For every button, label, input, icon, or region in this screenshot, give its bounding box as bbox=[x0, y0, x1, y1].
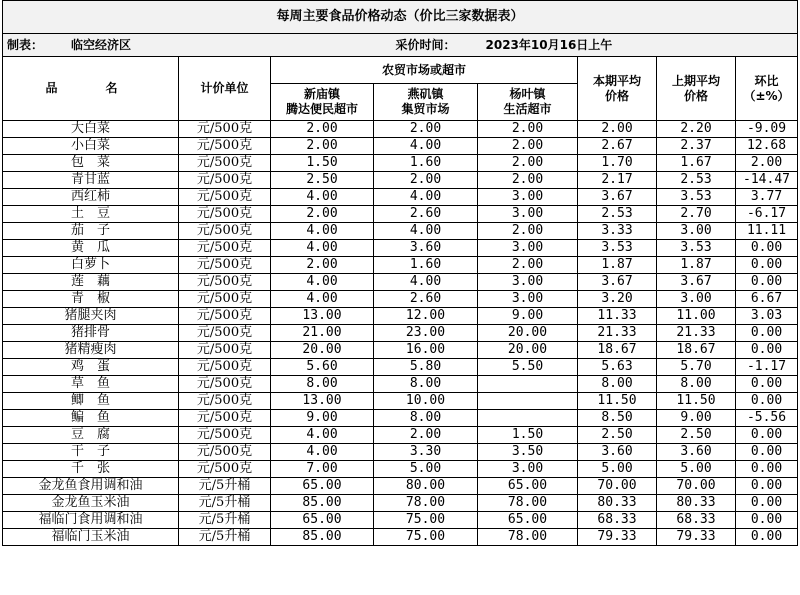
last-avg-price: 3.67 bbox=[657, 274, 736, 291]
maker-cell bbox=[3, 34, 179, 57]
store-1-price: 9.00 bbox=[271, 410, 374, 427]
table-row bbox=[3, 155, 798, 172]
store-2-price: 4.00 bbox=[374, 274, 478, 291]
unit-cell: 元/500克 bbox=[179, 172, 271, 189]
last-avg-price: 70.00 bbox=[657, 478, 736, 495]
store-1-price: 2.00 bbox=[271, 206, 374, 223]
current-avg-price: 5.63 bbox=[578, 359, 657, 376]
item-name: 猪排骨 bbox=[3, 325, 179, 342]
change-percent: -9.09 bbox=[736, 121, 798, 138]
store-3-price: 3.00 bbox=[478, 240, 578, 257]
store-3-price: 2.00 bbox=[478, 155, 578, 172]
current-avg-price: 3.67 bbox=[578, 274, 657, 291]
last-avg-price: 2.20 bbox=[657, 121, 736, 138]
header-store-3 bbox=[478, 84, 578, 121]
title-row bbox=[3, 1, 798, 34]
store-1-price: 21.00 bbox=[271, 325, 374, 342]
header-current-avg bbox=[578, 57, 657, 121]
unit-cell: 元/500克 bbox=[179, 240, 271, 257]
store-2-price: 78.00 bbox=[374, 495, 478, 512]
item-name: 金龙鱼玉米油 bbox=[3, 495, 179, 512]
store-1-price: 13.00 bbox=[271, 393, 374, 410]
current-avg-price: 1.87 bbox=[578, 257, 657, 274]
current-avg-price: 2.50 bbox=[578, 427, 657, 444]
change-percent: 0.00 bbox=[736, 376, 798, 393]
change-percent: 0.00 bbox=[736, 478, 798, 495]
unit-cell: 元/500克 bbox=[179, 376, 271, 393]
store-3-price: 2.00 bbox=[478, 172, 578, 189]
last-avg-price: 3.00 bbox=[657, 223, 736, 240]
store-1-price: 85.00 bbox=[271, 495, 374, 512]
store-3-price bbox=[478, 410, 578, 427]
last-avg-price: 5.70 bbox=[657, 359, 736, 376]
change-percent: 3.03 bbox=[736, 308, 798, 325]
item-name: 西红柿 bbox=[3, 189, 179, 206]
table-row bbox=[3, 359, 798, 376]
header-store-2 bbox=[374, 84, 478, 121]
unit-cell: 元/500克 bbox=[179, 223, 271, 240]
change-percent: 3.77 bbox=[736, 189, 798, 206]
current-avg-price: 2.00 bbox=[578, 121, 657, 138]
table-row bbox=[3, 121, 798, 138]
unit-cell: 元/500克 bbox=[179, 359, 271, 376]
current-avg-price: 80.33 bbox=[578, 495, 657, 512]
unit-cell: 元/500克 bbox=[179, 121, 271, 138]
table-row bbox=[3, 189, 798, 206]
change-percent: 0.00 bbox=[736, 274, 798, 291]
change-percent: 0.00 bbox=[736, 240, 798, 257]
store-1-price: 2.00 bbox=[271, 121, 374, 138]
current-avg-price: 8.50 bbox=[578, 410, 657, 427]
unit-cell: 元/500克 bbox=[179, 410, 271, 427]
store-2-price: 75.00 bbox=[374, 529, 478, 546]
store-3-price: 3.00 bbox=[478, 461, 578, 478]
store-2-price: 10.00 bbox=[374, 393, 478, 410]
store-2-price: 1.60 bbox=[374, 155, 478, 172]
header-market-group: 农贸市场或超市 bbox=[271, 57, 578, 84]
store-3-price: 20.00 bbox=[478, 325, 578, 342]
table-title: 每周主要食品价格动态（价比三家数据表） bbox=[3, 1, 798, 34]
last-avg-price: 5.00 bbox=[657, 461, 736, 478]
current-avg-price: 2.67 bbox=[578, 138, 657, 155]
last-avg-price: 11.50 bbox=[657, 393, 736, 410]
store-1-price: 4.00 bbox=[271, 240, 374, 257]
store-2-price: 16.00 bbox=[374, 342, 478, 359]
unit-cell: 元/500克 bbox=[179, 342, 271, 359]
table-row bbox=[3, 206, 798, 223]
store-1-price: 2.00 bbox=[271, 138, 374, 155]
table-row bbox=[3, 138, 798, 155]
last-avg-price: 2.37 bbox=[657, 138, 736, 155]
item-name: 鳊 鱼 bbox=[3, 410, 179, 427]
last-avg-price: 9.00 bbox=[657, 410, 736, 427]
last-avg-price: 11.00 bbox=[657, 308, 736, 325]
item-name: 莲 藕 bbox=[3, 274, 179, 291]
table-row bbox=[3, 410, 798, 427]
last-avg-price: 68.33 bbox=[657, 512, 736, 529]
store-1-price: 65.00 bbox=[271, 478, 374, 495]
current-avg-price: 5.00 bbox=[578, 461, 657, 478]
store-3-price: 9.00 bbox=[478, 308, 578, 325]
table-row bbox=[3, 240, 798, 257]
item-name: 豆 腐 bbox=[3, 427, 179, 444]
current-avg-price: 18.67 bbox=[578, 342, 657, 359]
header-store-3-line1: 杨叶镇 bbox=[509, 87, 546, 101]
last-avg-price: 2.53 bbox=[657, 172, 736, 189]
item-name: 福临门食用调和油 bbox=[3, 512, 179, 529]
table-row bbox=[3, 393, 798, 410]
store-1-price: 2.50 bbox=[271, 172, 374, 189]
header-name: 品 名 bbox=[3, 57, 179, 121]
table-row bbox=[3, 529, 798, 546]
change-percent: 0.00 bbox=[736, 427, 798, 444]
table-row bbox=[3, 172, 798, 189]
unit-cell: 元/500克 bbox=[179, 257, 271, 274]
store-2-price: 12.00 bbox=[374, 308, 478, 325]
store-1-price: 20.00 bbox=[271, 342, 374, 359]
unit-cell: 元/5升桶 bbox=[179, 512, 271, 529]
last-avg-price: 2.50 bbox=[657, 427, 736, 444]
store-3-price: 20.00 bbox=[478, 342, 578, 359]
item-name: 黄 瓜 bbox=[3, 240, 179, 257]
store-1-price: 2.00 bbox=[271, 257, 374, 274]
change-percent: -14.47 bbox=[736, 172, 798, 189]
change-percent: -5.56 bbox=[736, 410, 798, 427]
current-avg-price: 3.20 bbox=[578, 291, 657, 308]
store-3-price: 3.00 bbox=[478, 206, 578, 223]
item-name: 干 子 bbox=[3, 444, 179, 461]
unit-cell: 元/500克 bbox=[179, 308, 271, 325]
current-avg-price: 68.33 bbox=[578, 512, 657, 529]
table-row bbox=[3, 427, 798, 444]
store-2-price: 5.00 bbox=[374, 461, 478, 478]
last-avg-price: 1.67 bbox=[657, 155, 736, 172]
table-row bbox=[3, 461, 798, 478]
store-1-price: 65.00 bbox=[271, 512, 374, 529]
store-2-price: 2.00 bbox=[374, 427, 478, 444]
table-row bbox=[3, 342, 798, 359]
current-avg-price: 3.60 bbox=[578, 444, 657, 461]
store-2-price: 2.60 bbox=[374, 206, 478, 223]
header-store-2-line1: 燕矶镇 bbox=[407, 87, 444, 101]
store-3-price: 1.50 bbox=[478, 427, 578, 444]
table-row bbox=[3, 325, 798, 342]
item-name: 茄 子 bbox=[3, 223, 179, 240]
store-1-price: 4.00 bbox=[271, 291, 374, 308]
header-unit: 计价单位 bbox=[179, 57, 271, 121]
unit-cell: 元/5升桶 bbox=[179, 495, 271, 512]
table-row bbox=[3, 444, 798, 461]
unit-cell: 元/500克 bbox=[179, 206, 271, 223]
change-percent: 0.00 bbox=[736, 325, 798, 342]
table-row bbox=[3, 274, 798, 291]
store-3-price: 78.00 bbox=[478, 529, 578, 546]
current-avg-price: 70.00 bbox=[578, 478, 657, 495]
header-current-avg-line1: 本期平均 bbox=[592, 73, 641, 88]
change-percent: 2.00 bbox=[736, 155, 798, 172]
current-avg-price: 11.50 bbox=[578, 393, 657, 410]
store-2-price: 5.80 bbox=[374, 359, 478, 376]
last-avg-price: 3.60 bbox=[657, 444, 736, 461]
item-name: 青 椒 bbox=[3, 291, 179, 308]
meta-row bbox=[3, 34, 798, 57]
store-3-price bbox=[478, 393, 578, 410]
store-2-price: 4.00 bbox=[374, 189, 478, 206]
table-row bbox=[3, 495, 798, 512]
meta-empty-1 bbox=[179, 34, 271, 57]
change-percent: 0.00 bbox=[736, 393, 798, 410]
store-3-price: 2.00 bbox=[478, 121, 578, 138]
unit-cell: 元/500克 bbox=[179, 461, 271, 478]
unit-cell: 元/500克 bbox=[179, 274, 271, 291]
store-1-price: 4.00 bbox=[271, 223, 374, 240]
header-change bbox=[736, 57, 798, 121]
header-last-avg bbox=[657, 57, 736, 121]
store-3-price: 78.00 bbox=[478, 495, 578, 512]
last-avg-price: 21.33 bbox=[657, 325, 736, 342]
item-name: 土 豆 bbox=[3, 206, 179, 223]
last-avg-price: 3.53 bbox=[657, 240, 736, 257]
store-2-price: 75.00 bbox=[374, 512, 478, 529]
item-name: 小白菜 bbox=[3, 138, 179, 155]
store-1-price: 4.00 bbox=[271, 427, 374, 444]
unit-cell: 元/500克 bbox=[179, 444, 271, 461]
store-3-price: 65.00 bbox=[478, 478, 578, 495]
header-store-2-line2: 集贸市场 bbox=[401, 102, 450, 116]
header-store-1 bbox=[271, 84, 374, 121]
store-1-price: 1.50 bbox=[271, 155, 374, 172]
current-avg-price: 3.53 bbox=[578, 240, 657, 257]
unit-cell: 元/500克 bbox=[179, 393, 271, 410]
last-avg-price: 2.70 bbox=[657, 206, 736, 223]
store-2-price: 3.30 bbox=[374, 444, 478, 461]
table-row bbox=[3, 308, 798, 325]
current-avg-price: 3.67 bbox=[578, 189, 657, 206]
store-1-price: 4.00 bbox=[271, 189, 374, 206]
time-value: 2023年10月16日上午 bbox=[478, 34, 736, 57]
last-avg-price: 1.87 bbox=[657, 257, 736, 274]
change-percent: 12.68 bbox=[736, 138, 798, 155]
store-2-price: 80.00 bbox=[374, 478, 478, 495]
last-avg-price: 3.00 bbox=[657, 291, 736, 308]
last-avg-price: 3.53 bbox=[657, 189, 736, 206]
item-name: 金龙鱼食用调和油 bbox=[3, 478, 179, 495]
current-avg-price: 79.33 bbox=[578, 529, 657, 546]
last-avg-price: 18.67 bbox=[657, 342, 736, 359]
header-change-line1: 环比 bbox=[754, 73, 779, 88]
header-store-1-line1: 新庙镇 bbox=[303, 87, 340, 101]
item-name: 包 菜 bbox=[3, 155, 179, 172]
change-percent: -6.17 bbox=[736, 206, 798, 223]
change-percent: -1.17 bbox=[736, 359, 798, 376]
current-avg-price: 3.33 bbox=[578, 223, 657, 240]
unit-cell: 元/500克 bbox=[179, 189, 271, 206]
store-2-price: 8.00 bbox=[374, 376, 478, 393]
store-1-price: 85.00 bbox=[271, 529, 374, 546]
header-current-avg-line2: 价格 bbox=[604, 88, 629, 103]
store-3-price: 2.00 bbox=[478, 257, 578, 274]
price-table bbox=[2, 0, 798, 546]
unit-cell: 元/500克 bbox=[179, 291, 271, 308]
store-3-price: 2.00 bbox=[478, 223, 578, 240]
store-2-price: 2.00 bbox=[374, 121, 478, 138]
change-percent: 0.00 bbox=[736, 342, 798, 359]
change-percent: 0.00 bbox=[736, 461, 798, 478]
header-last-avg-line2: 价格 bbox=[683, 88, 708, 103]
unit-cell: 元/500克 bbox=[179, 427, 271, 444]
store-3-price bbox=[478, 376, 578, 393]
last-avg-price: 79.33 bbox=[657, 529, 736, 546]
current-avg-price: 8.00 bbox=[578, 376, 657, 393]
table-row bbox=[3, 512, 798, 529]
item-name: 鸡 蛋 bbox=[3, 359, 179, 376]
store-3-price: 5.50 bbox=[478, 359, 578, 376]
store-1-price: 7.00 bbox=[271, 461, 374, 478]
unit-cell: 元/5升桶 bbox=[179, 478, 271, 495]
meta-empty-3 bbox=[736, 34, 798, 57]
store-1-price: 5.60 bbox=[271, 359, 374, 376]
current-avg-price: 1.70 bbox=[578, 155, 657, 172]
maker-value: 临空经济区 bbox=[71, 38, 132, 52]
unit-cell: 元/500克 bbox=[179, 325, 271, 342]
store-1-price: 4.00 bbox=[271, 444, 374, 461]
last-avg-price: 80.33 bbox=[657, 495, 736, 512]
store-2-price: 4.00 bbox=[374, 138, 478, 155]
item-name: 草 鱼 bbox=[3, 376, 179, 393]
table-row bbox=[3, 223, 798, 240]
store-2-price: 8.00 bbox=[374, 410, 478, 427]
store-3-price: 3.00 bbox=[478, 189, 578, 206]
store-3-price: 2.00 bbox=[478, 138, 578, 155]
current-avg-price: 11.33 bbox=[578, 308, 657, 325]
header-change-line2: （±%） bbox=[743, 88, 790, 103]
store-2-price: 2.00 bbox=[374, 172, 478, 189]
store-1-price: 8.00 bbox=[271, 376, 374, 393]
change-percent: 0.00 bbox=[736, 444, 798, 461]
header-store-1-line2: 腾达便民超市 bbox=[285, 102, 358, 116]
item-name: 猪精瘦肉 bbox=[3, 342, 179, 359]
time-label: 采价时间： bbox=[374, 34, 478, 57]
store-1-price: 13.00 bbox=[271, 308, 374, 325]
store-3-price: 3.00 bbox=[478, 274, 578, 291]
table-row bbox=[3, 478, 798, 495]
change-percent: 6.67 bbox=[736, 291, 798, 308]
header-store-3-line2: 生活超市 bbox=[503, 102, 552, 116]
store-3-price: 3.00 bbox=[478, 291, 578, 308]
change-percent: 0.00 bbox=[736, 257, 798, 274]
store-3-price: 3.50 bbox=[478, 444, 578, 461]
current-avg-price: 2.17 bbox=[578, 172, 657, 189]
current-avg-price: 21.33 bbox=[578, 325, 657, 342]
store-2-price: 2.60 bbox=[374, 291, 478, 308]
item-name: 猪腿夹肉 bbox=[3, 308, 179, 325]
change-percent: 0.00 bbox=[736, 529, 798, 546]
store-2-price: 23.00 bbox=[374, 325, 478, 342]
current-avg-price: 2.53 bbox=[578, 206, 657, 223]
store-2-price: 3.60 bbox=[374, 240, 478, 257]
header-row-1 bbox=[3, 57, 798, 84]
change-percent: 0.00 bbox=[736, 512, 798, 529]
unit-cell: 元/5升桶 bbox=[179, 529, 271, 546]
store-1-price: 4.00 bbox=[271, 274, 374, 291]
table-row bbox=[3, 257, 798, 274]
item-name: 青甘蓝 bbox=[3, 172, 179, 189]
change-percent: 11.11 bbox=[736, 223, 798, 240]
item-name: 白萝卜 bbox=[3, 257, 179, 274]
change-percent: 0.00 bbox=[736, 495, 798, 512]
store-3-price: 65.00 bbox=[478, 512, 578, 529]
last-avg-price: 8.00 bbox=[657, 376, 736, 393]
header-last-avg-line1: 上期平均 bbox=[671, 73, 720, 88]
maker-label: 制表： bbox=[7, 38, 44, 52]
table-row bbox=[3, 376, 798, 393]
store-2-price: 4.00 bbox=[374, 223, 478, 240]
unit-cell: 元/500克 bbox=[179, 138, 271, 155]
store-2-price: 1.60 bbox=[374, 257, 478, 274]
item-name: 福临门玉米油 bbox=[3, 529, 179, 546]
meta-empty-2 bbox=[271, 34, 374, 57]
item-name: 大白菜 bbox=[3, 121, 179, 138]
table-row bbox=[3, 291, 798, 308]
item-name: 鲫 鱼 bbox=[3, 393, 179, 410]
item-name: 千 张 bbox=[3, 461, 179, 478]
unit-cell: 元/500克 bbox=[179, 155, 271, 172]
